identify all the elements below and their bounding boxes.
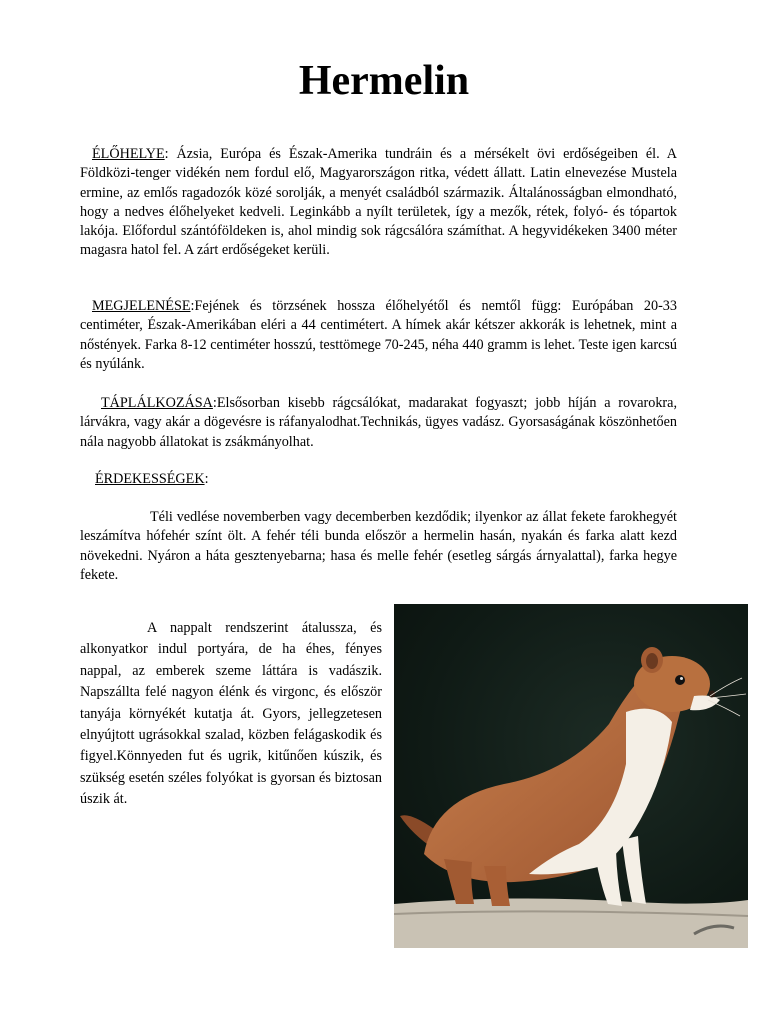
appearance-heading: MEGJELENÉSE [92, 298, 191, 314]
stoat-nose [709, 691, 716, 698]
trivia-paragraph-2: A nappalt rendszerint átalussza, és alkonyatkor indul portyára, de ha éhes, fényes nappal, az emberek szeme láttára is vadászik. Napszállta felé nagyon élénk és virgonc, és először tanyája környékét kutatja át. Gyors, jellegzetesen elnyújtott ugrásokkal szalad, közben felágaskodik és figyel.Könnyeden fut és ugrik, kitűnően kúszik, és szükség esetén széles folyókat is gyorsan és biztosan úszik át. [80, 620, 382, 808]
appearance-paragraph: MEGJELENÉSE:Fejének és törzsének hossza élőhelyétől és nemtől függ: Európában 20-33 centiméter, Észak-Amerikában eléri a 44 centimétert. A hímek akár kétszer akkorák is lehetnek, mint a nőstények. Farka 8-12 centiméter hosszú, testtömege 70-245, néha 440 gramm is lehet. Teste igen karcsú és nyúlánk. [80, 298, 677, 372]
habitat-text: Ázsia, Európa és Észak-Amerika tundráin és a mérsékelt övi erdőségeiben él. A Földközi-tenger vidékén nem fordul elő, Magyarországon ritka, védett állatt. Latin elnevezése Mustela ermine, az emlős ragadozók közé sorolják, a menyét családból származik. Általánosságban elmondható, hogy a nedves élőhelyeket kedveli. Leginkább a nyílt területek, így a mezők, rétek, folyó- és tópartok lakója. Előfordul szántóföldeken is, ahol mindig sok rágcsálóra számíthat. A hegyvidékeken 3400 méter magasra hatol fel. A zárt erdőségeket kerüli. [80, 146, 677, 259]
trivia-heading-paragraph: ÉRDEKESSÉGEK: [95, 471, 209, 487]
habitat-heading: ÉLŐHELYE [92, 146, 165, 162]
trivia-paragraph-1: Téli vedlése novemberben vagy decemberben kezdődik; ilyenkor az állat fekete farokhegyét leszámítva hófehér színt ölt. A fehér téli bunda először a hermelin hasán, nyakán és farka alatt kezd növekedni. Nyáron a háta gesztenyebarna; hasa és melle fehér (esetleg sárgás árnyalattal), farka hegye fekete. [80, 509, 677, 583]
habitat-paragraph: ÉLŐHELYE: Ázsia, Európa és Észak-Amerika tundráin és a mérsékelt övi erdőségeiben él. A Földközi-tenger vidékén nem fordul elő, Magyarországon ritka, védett állatt. Latin elnevezése Mustela ermine, az emlős ragadozók közé sorolják, a menyét családból származik. Általánosságban elmondható, hogy a nedves élőhelyeket kedveli. Leginkább a nyílt területek, így a mezők, rétek, folyó- és tópartok lakója. Előfordul szántóföldeken is, ahol mindig sok rágcsálóra számíthat. A hegyvidékeken 3400 méter magasra hatol fel. A zárt erdőségeket kerüli. [80, 146, 677, 259]
page-title: Hermelin [298, 58, 470, 104]
stoat-photo [394, 604, 748, 948]
stoat-front-leg [594, 844, 622, 906]
stoat-illustration [394, 604, 748, 948]
log-shape [394, 898, 748, 948]
stoat-hind-leg [444, 859, 474, 904]
appearance-text: Fejének és törzsének hossza élőhelyétől és nemtől függ: Európában 20-33 centiméter, Észak-Amerikában eléri a 44 centimétert. A hímek akár kétszer akkorák is lehetnek, mint a nőstények. Farka 8-12 centiméter hosszú, testtömege 70-245, néha 440 gramm is lehet. Teste igen karcsú és nyúlánk. [80, 298, 677, 372]
diet-heading: TÁPLÁLKOZÁSA [101, 395, 213, 411]
diet-text: Elsősorban kisebb rágcsálókat, madarakat fogyaszt; jobb híján a rovarokra, lárvákra, vagy akár a dögevésre is ráfanyalodhat.Technikás, ügyes vadász. Gyorsaságának köszönhetően nála nagyobb állatokat is zsákmányolhat. [80, 395, 677, 450]
stoat-eye [675, 675, 685, 685]
diet-paragraph: TÁPLÁLKOZÁSA:Elsősorban kisebb rágcsálókat, madarakat fogyaszt; jobb híján a rovarokra, lárvákra, vagy akár a dögevésre is ráfanyalodhat.Technikás, ügyes vadász. Gyorsaságának köszönhetően nála nagyobb állatokat is zsákmányolhat. [80, 395, 677, 450]
trivia-heading: ÉRDEKESSÉGEK [95, 471, 205, 487]
